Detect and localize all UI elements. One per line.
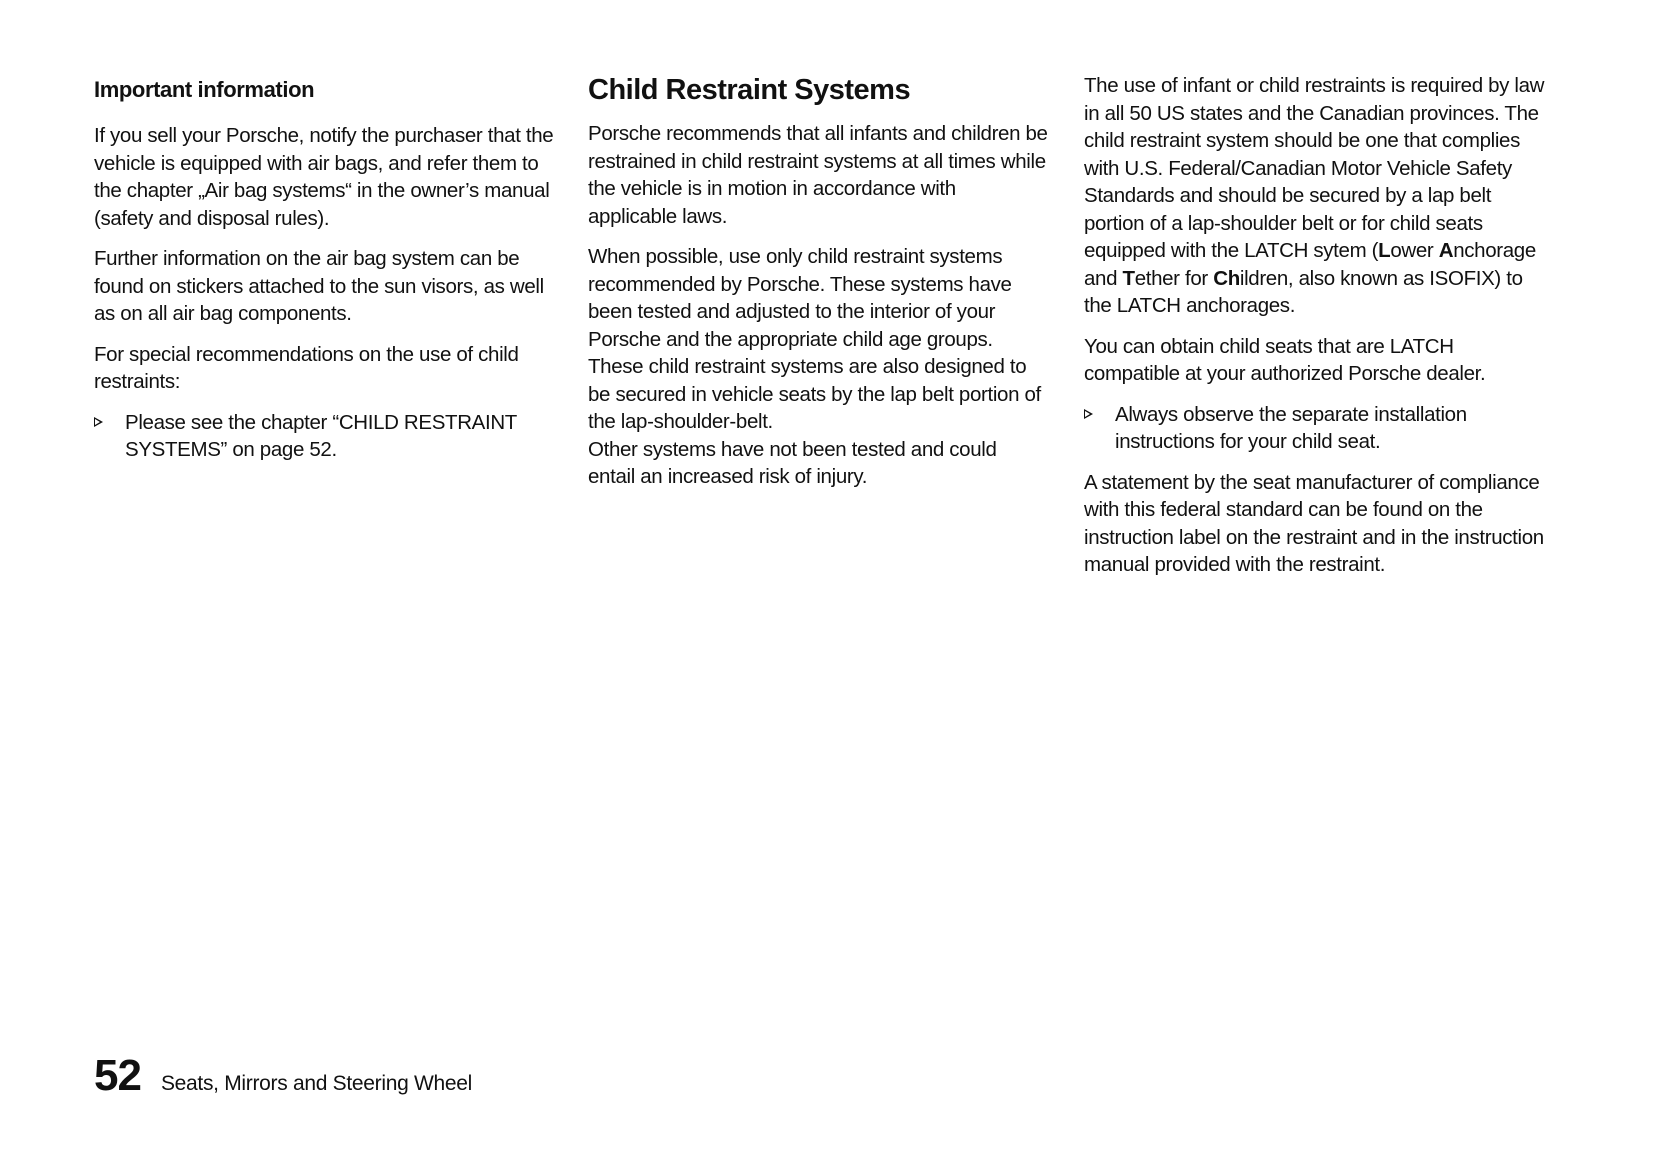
- paragraph-other-systems: Other systems have not been tested and could entail an increased risk of injury.: [588, 437, 997, 488]
- heading-child-restraint-systems: Child Restraint Systems: [588, 74, 911, 106]
- page-number: 52: [94, 1051, 141, 1100]
- paragraph-obtain-child-seats: You can obtain child seats that are LATCH compatible at your authorized Porsche dealer.: [1084, 334, 1486, 385]
- column-important-information: [94, 72, 554, 477]
- triangle-bullet-icon: [1084, 409, 1093, 419]
- page-footer: [94, 1051, 473, 1100]
- bullet-see-chapter: [94, 409, 554, 464]
- paragraph-recommends: Porsche recommends that all infants and children be restrained in child restraint systems at all times while the vehicle is in motion in accordance with applicable laws.: [588, 122, 1048, 228]
- paragraph-stickers: Further information on the air bag system can be found on stickers attached to the sun visors, as well as on all air bag components.: [94, 247, 544, 325]
- bullet-text: Always observe the separate installation instructions for your child seat.: [1115, 402, 1467, 453]
- bullet-text: Please see the chapter “CHILD RESTRAINT SYSTEMS” on page 52.: [125, 410, 517, 461]
- column-child-restraint-systems: [588, 72, 1048, 504]
- heading-important-information: Important information: [94, 77, 315, 102]
- column-legal-requirements: [1084, 72, 1554, 592]
- triangle-bullet-icon: [94, 417, 103, 427]
- section-title: Seats, Mirrors and Steering Wheel: [160, 1072, 473, 1095]
- bullet-observe-instructions: [1084, 401, 1554, 456]
- paragraph-law-requirement: The use of infant or child restraints is required by law in all 50 US states and the Canadian provinces. The child restraint system should be one that complies with U.S. Federal/Canadian Motor Vehicle Safety Standards and should be secured by a lap belt portion of a lap-shoulder belt or for child seats equipped with the LATCH sytem (Lower Anchorage and Tether for Children, also known as ISOFIX) to the LATCH anchorages.: [1084, 74, 1545, 317]
- paragraph-sell-vehicle: If you sell your Porsche, notify the purchaser that the vehicle is equipped with air bags, and refer them to the chapter „Air bag systems“ in the owner’s manual (safety and disposal rules).: [94, 124, 554, 230]
- paragraph-manufacturer-statement: A statement by the seat manufacturer of compliance with this federal standard can be found on the instruction label on the restraint and in the instruction manual provided with the restraint.: [1084, 470, 1544, 576]
- paragraph-when-possible: When possible, use only child restraint systems recommended by Porsche. These systems have been tested and adjusted to the interior of your Porsche and the appropriate child age groups. These child restraint systems are also designed to be secured in vehicle seats by the lap belt portion of the lap-shoulder-belt.: [588, 245, 1041, 433]
- paragraph-special-recommendations: For special recommendations on the use of child restraints:: [94, 342, 519, 393]
